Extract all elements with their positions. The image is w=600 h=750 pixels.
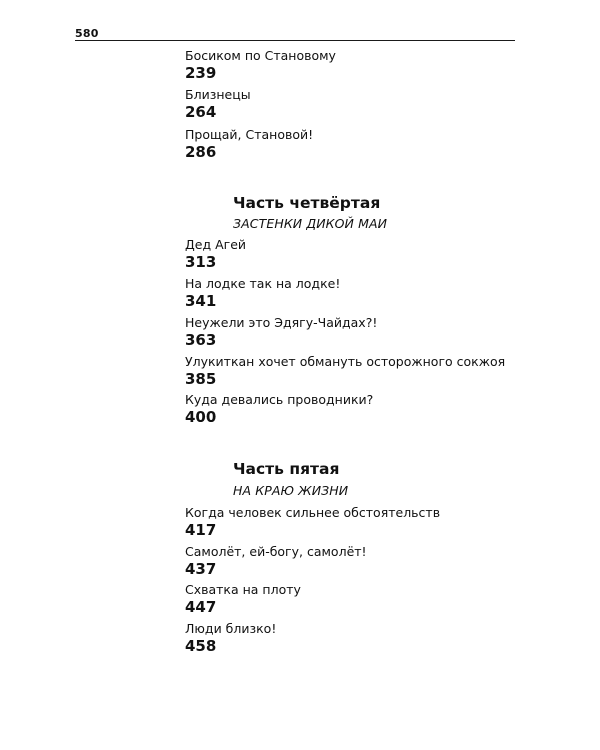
toc-entry-page: 417 [185, 521, 217, 539]
toc-entry-title: На лодке так на лодке! [185, 276, 341, 291]
toc-entry[interactable] [185, 127, 565, 161]
toc-entry-title: Прощай, Становой! [185, 127, 314, 142]
part-subtitle: ЗАСТЕНКИ ДИКОЙ МАИ [233, 216, 388, 231]
toc-entry-page: 447 [185, 598, 217, 616]
toc-entry[interactable] [185, 48, 565, 82]
toc-entry-page: 239 [185, 64, 217, 82]
toc-entry[interactable] [185, 544, 565, 578]
toc-entry-page: 286 [185, 143, 217, 161]
toc-entry[interactable] [185, 237, 565, 271]
toc-entry-title: Близнецы [185, 87, 251, 102]
toc-entry-title: Самолёт, ей-богу, самолёт! [185, 544, 367, 559]
toc-entry-page: 363 [185, 331, 217, 349]
toc-entry-page: 458 [185, 637, 217, 655]
toc-entry-page: 313 [185, 253, 217, 271]
toc-entry-page: 341 [185, 292, 217, 310]
part-heading: Часть четвёртая [233, 194, 381, 212]
header-rule [75, 40, 515, 41]
toc-entry[interactable] [185, 582, 565, 616]
toc-entry-title: Улукиткан хочет обмануть осторожного сокжоя [185, 354, 506, 369]
toc-entry[interactable] [185, 354, 565, 388]
toc-entry-title: Когда человек сильнее обстоятельств [185, 505, 441, 520]
toc-entry-page: 400 [185, 408, 217, 426]
page-number: 580 [75, 27, 99, 40]
toc-entry-title: Неужели это Эдягу-Чайдах?! [185, 315, 378, 330]
part-heading: Часть пятая [233, 460, 340, 478]
toc-entry[interactable] [185, 87, 565, 121]
toc-entry-title: Босиком по Становому [185, 48, 336, 63]
toc-entry-page: 264 [185, 103, 217, 121]
toc-entry-title: Схватка на плоту [185, 582, 301, 597]
toc-entry-title: Куда девались проводники? [185, 392, 374, 407]
toc-entry[interactable] [185, 392, 565, 426]
toc-entry-page: 437 [185, 560, 217, 578]
part-subtitle: НА КРАЮ ЖИЗНИ [233, 483, 349, 498]
toc-entry[interactable] [185, 621, 565, 655]
toc-entry[interactable] [185, 315, 565, 349]
toc-entry-page: 385 [185, 370, 217, 388]
toc-entry[interactable] [185, 505, 565, 539]
toc-entry-title: Дед Агей [185, 237, 247, 252]
toc-entry-title: Люди близко! [185, 621, 277, 636]
toc-entry[interactable] [185, 276, 565, 310]
